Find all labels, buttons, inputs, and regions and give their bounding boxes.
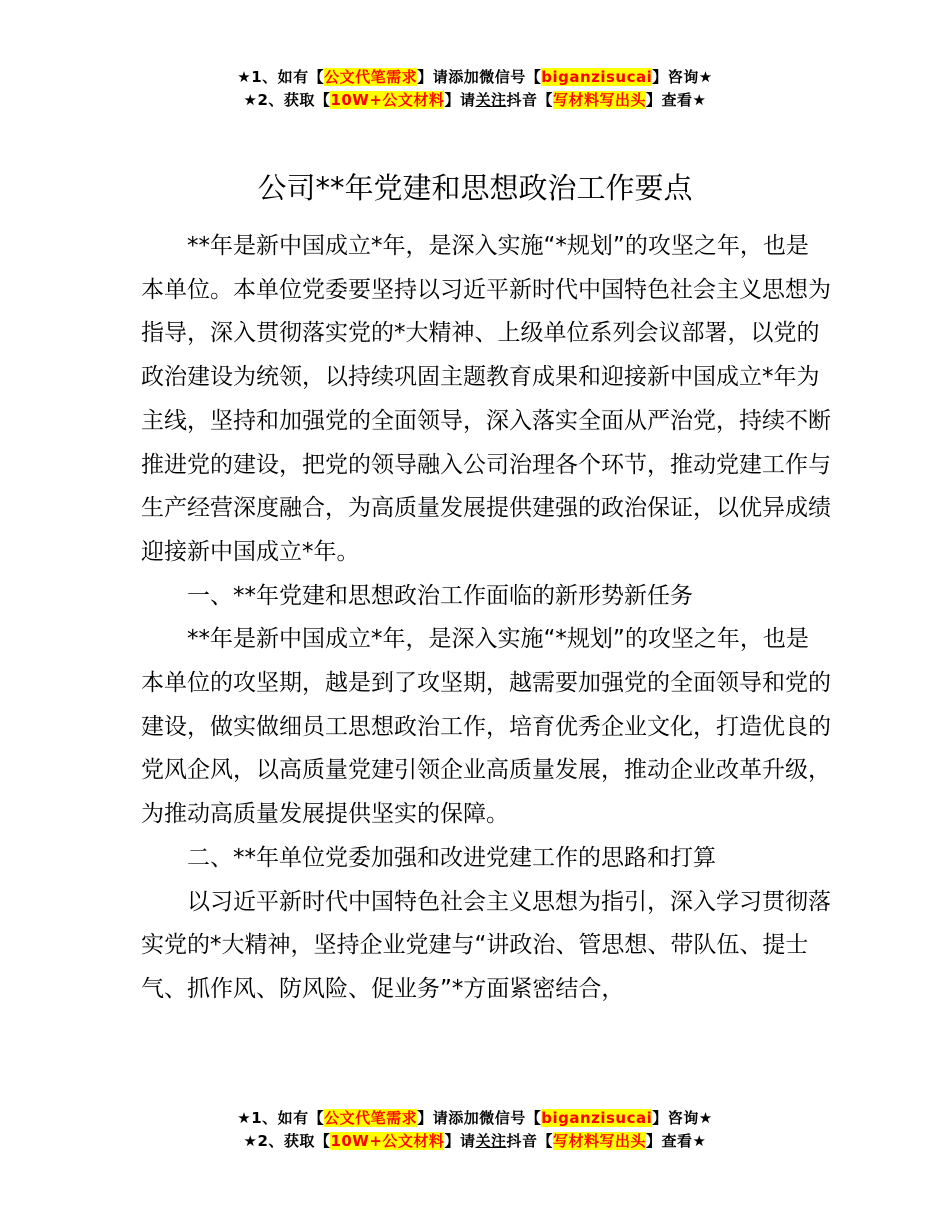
banner-line-1 [0,1107,950,1130]
banner-underline: 关注 [475,91,507,109]
banner-text: ★1、如有【 [237,68,325,86]
banner-text: ★2、获取【 [243,91,331,109]
banner-text: 抖音【 [506,1132,553,1150]
banner-highlight-wechat: biganzisucai [541,68,653,86]
banner-highlight: 写材料写出头 [552,1132,646,1150]
header-banner [0,66,950,112]
banner-highlight-wechat: biganzisucai [541,1109,653,1127]
banner-text: 】咨询★ [652,68,713,86]
banner-highlight: 公文代笔需求 [324,68,418,86]
paragraph-section-2: 以习近平新时代中国特色社会主义思想为指引，深入学习贯彻落实党的*大精神，坚持企业党建与“讲政治、管思想、带队伍、提士气、抓作风、防风险、促业务”*方面紧密结合， [141,888,831,1002]
banner-text: 抖音【 [506,91,553,109]
banner-line-2 [0,1130,950,1153]
document-title: 公司**年党建和思想政治工作要点 [257,171,693,205]
banner-line-2 [0,89,950,112]
banner-text: 】咨询★ [652,1109,713,1127]
banner-text: 】请 [444,1132,476,1150]
footer-banner [0,1107,950,1153]
banner-highlight: 10W+公文材料 [330,91,445,109]
paragraph-intro: **年是新中国成立*年，是深入实施“*规划”的攻坚之年，也是本单位。本单位党委要坚持以习近平新时代中国特色社会主义思想为指导，深入贯彻落实党的*大精神、上级单位系列会议部署，以党的政治建设为统领，以持续巩固主题教育成果和迎接新中国成立*年为主线，坚持和加强党的全面领导，深入落实全面从严治党，持续不断推进党的建设，把党的领导融入公司治理各个环节，推动党建工作与生产经营深度融合，为高质量发展提供建强的政治保证，以优异成绩迎接新中国成立*年。 [141,233,831,565]
banner-highlight: 写材料写出头 [552,91,646,109]
banner-highlight: 10W+公文材料 [330,1132,445,1150]
banner-line-1 [0,66,950,89]
section-heading-1: 一、**年党建和思想政治工作面临的新形势新任务 [187,582,693,609]
banner-text: 】请添加微信号【 [417,1109,542,1127]
section-heading-2: 二、**年单位党委加强和改进党建工作的思路和打算 [187,844,716,871]
banner-underline: 关注 [475,1132,507,1150]
banner-text: 】请添加微信号【 [417,68,542,86]
document-body [141,225,831,1012]
banner-text: ★1、如有【 [237,1109,325,1127]
banner-text: 】请 [444,91,476,109]
banner-highlight: 公文代笔需求 [324,1109,418,1127]
banner-text: 】查看★ [646,91,707,109]
banner-text: ★2、获取【 [243,1132,331,1150]
paragraph-section-1: **年是新中国成立*年，是深入实施“*规划”的攻坚之年，也是本单位的攻坚期，越是到了攻坚期，越需要加强党的全面领导和党的建设，做实做细员工思想政治工作，培育优秀企业文化，打造优良的党风企风，以高质量党建引领企业高质量发展，推动企业改革升级，为推动高质量发展提供坚实的保障。 [141,626,831,828]
banner-text: 】查看★ [646,1132,707,1150]
